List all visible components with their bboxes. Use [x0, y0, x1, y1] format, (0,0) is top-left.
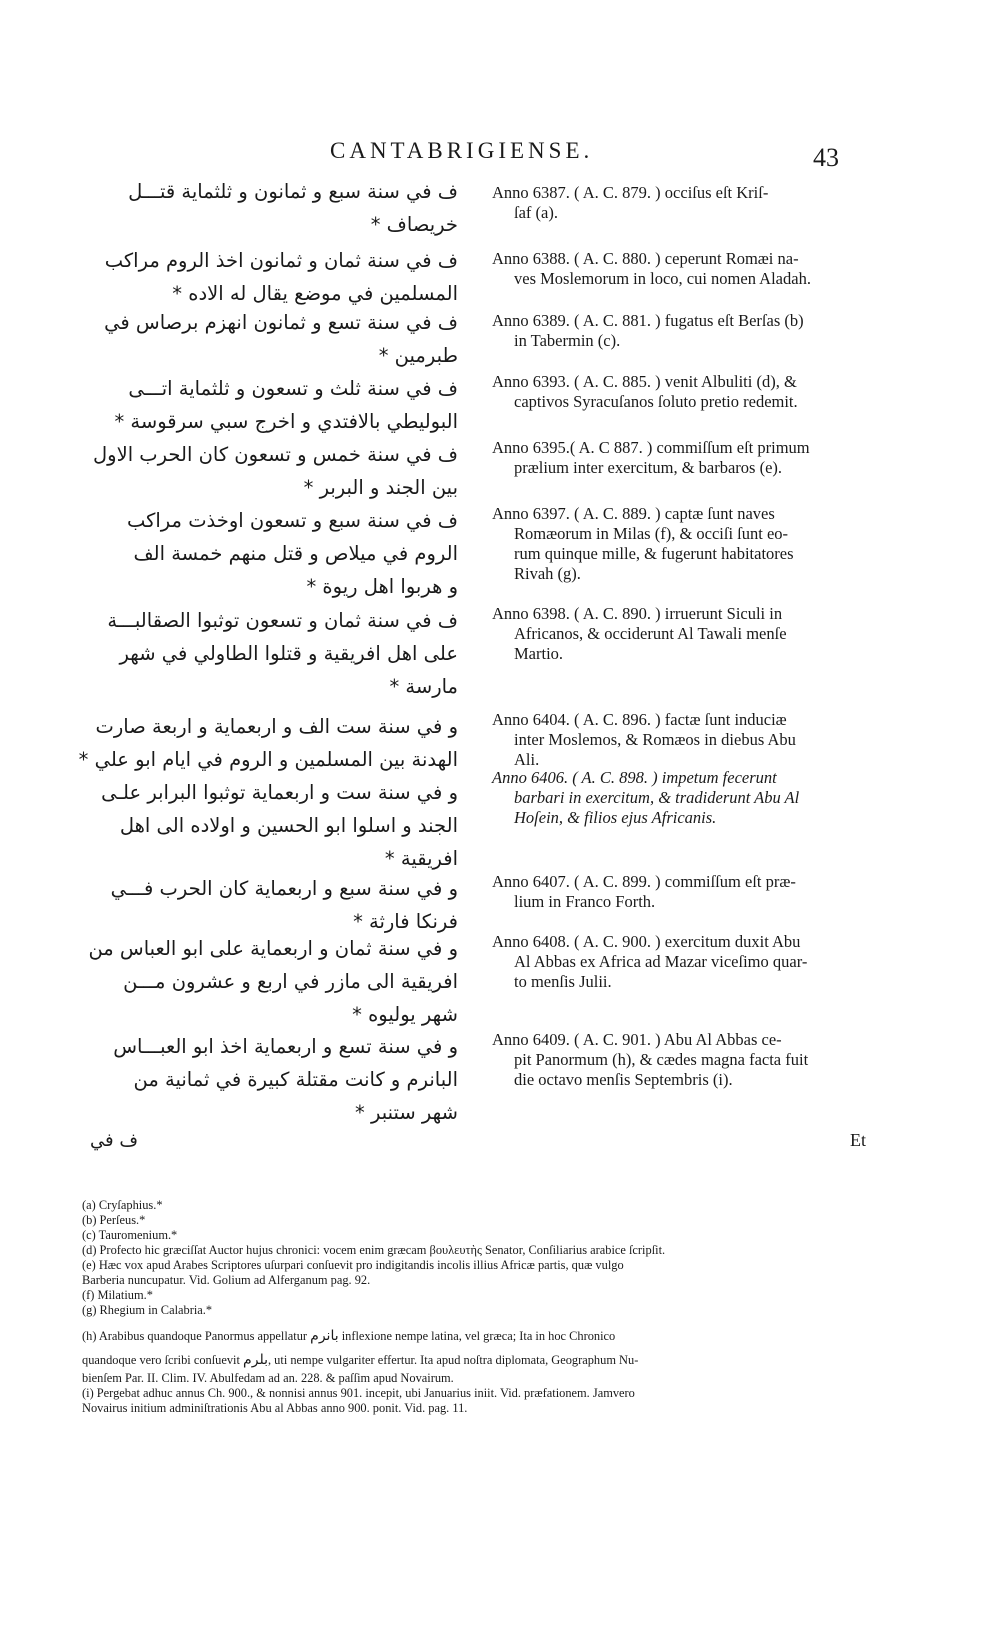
- arabic-text: [58, 438, 458, 504]
- arabic-line: ف في سنة تسع و ثمانون انهزم برصاس في: [104, 311, 458, 334]
- arabic-text: [58, 175, 458, 241]
- arabic-line: الجند و اسلوا ابو الحسين و اولاده الى اهل: [119, 814, 458, 837]
- arabic-line: البانرم و كانت مقتلة كبيرة في ثمانية من: [133, 1068, 458, 1091]
- latin-line: Ali.: [514, 750, 540, 769]
- footnote-g: (g) Rhegium in Calabria.*: [82, 1303, 213, 1317]
- latin-line: Martio.: [514, 644, 564, 663]
- arabic-line: الهدنة بين المسلمين و الروم في ايام ابو علي *: [78, 748, 458, 771]
- arabic-text: [58, 604, 458, 703]
- footnote-h-arabic: بانرم: [310, 1328, 339, 1344]
- latin-line: Romæorum in Milas (f), & occiſi ſunt eo-: [514, 524, 789, 543]
- latin-text: [492, 710, 892, 770]
- arabic-line: ف في سنة خمس و تسعون كان الحرب الاول: [92, 443, 458, 466]
- footnote-h-text: , uti nempe vulgariter effertur. Ita apud noſtra diplomata, Geographum Nu-: [267, 1353, 639, 1367]
- latin-line: Anno 6409. ( A. C. 901. ) Abu Al Abbas ce-: [492, 1030, 782, 1049]
- latin-line: Anno 6389. ( A. C. 881. ) fugatus eſt Berſas (b): [492, 311, 804, 330]
- footnote-h-text: inflexione nempe latina, vel græca; Ita in hoc Chronico: [341, 1329, 616, 1343]
- latin-line: Anno 6388. ( A. C. 880. ) ceperunt Romæi na-: [492, 249, 799, 268]
- latin-line: barbari in exercitum, & tradiderunt Abu Al: [514, 788, 800, 807]
- latin-line: ves Moslemorum in loco, cui nomen Aladah.: [514, 269, 811, 288]
- latin-text: [492, 604, 892, 664]
- arabic-line: افريقية *: [384, 847, 458, 870]
- latin-line: Anno 6395.( A. C 887. ) commiſſum eſt primum: [492, 438, 810, 457]
- running-head: CANTABRIGIENSE.: [330, 138, 594, 163]
- footnote-h-text: quandoque vero ſcribi conſuevit: [82, 1353, 240, 1367]
- arabic-text: [58, 710, 458, 776]
- latin-text: [492, 249, 892, 289]
- arabic-line: ف في سنة سبع و ثمانون و ثلثماية قتـــل: [128, 180, 458, 203]
- arabic-line: الروم في ميلاص و قتل منهم خمسة الف: [133, 542, 458, 565]
- footnote-h-continued: bienſem Par. II. Clim. IV. Abulfedam ad an. 228. & paſſim apud Novairum.: [82, 1371, 454, 1385]
- latin-text: [492, 872, 892, 912]
- footnote-i: (i) Pergebat adhuc annus Ch. 900., & nonnisi annus 901. incepit, ubi Januarius iniit. Vid. præfationem. Jamvero: [82, 1386, 635, 1400]
- latin-line: Anno 6406. ( A. C. 898. ) impetum fecerunt: [492, 768, 777, 787]
- footnote-h: [82, 1325, 882, 1347]
- arabic-text: [58, 776, 458, 875]
- latin-line: Al Abbas ex Africa ad Mazar viceſimo quar-: [514, 952, 808, 971]
- catchword-arabic: ف في: [90, 1130, 138, 1151]
- arabic-text: [58, 372, 458, 438]
- footnote-a: (a) Cryſaphius.*: [82, 1198, 163, 1212]
- footnote-b: (b) Perſeus.*: [82, 1213, 146, 1227]
- latin-line: ſaf (a).: [514, 203, 558, 222]
- latin-line: Rivah (g).: [514, 564, 581, 583]
- arabic-line: فرنكا فارثة *: [353, 910, 458, 933]
- arabic-line: خريصاف *: [370, 213, 458, 236]
- arabic-line: و في سنة سبع و اربعماية كان الحرب فـــي: [110, 877, 458, 900]
- latin-text: [492, 183, 892, 223]
- footnote-f: (f) Milatium.*: [82, 1288, 153, 1302]
- latin-line: to menſis Julii.: [514, 972, 612, 991]
- latin-line: rum quinque mille, & fugerunt habitatores: [514, 544, 794, 563]
- arabic-line: مارسة *: [389, 675, 458, 698]
- latin-line: Anno 6398. ( A. C. 890. ) irruerunt Siculi in: [492, 604, 783, 623]
- arabic-line: و في سنة تسع و اربعماية اخذ ابو العبـــاس: [113, 1035, 458, 1058]
- arabic-line: ف في سنة ثلث و تسعون و ثلثماية اتـــى: [128, 377, 458, 400]
- arabic-line: شهر يوليوه *: [352, 1003, 458, 1026]
- latin-line: Anno 6393. ( A. C. 885. ) venit Albuliti (d), &: [492, 372, 797, 391]
- latin-line: Anno 6397. ( A. C. 889. ) captæ ſunt naves: [492, 504, 775, 523]
- arabic-line: بين الجند و البربر *: [303, 476, 458, 499]
- footnote-e-continued: Barberia nuncupatur. Vid. Golium ad Alferganum pag. 92.: [82, 1273, 371, 1287]
- arabic-text: [58, 872, 458, 938]
- latin-line: lium in Franco Forth.: [514, 892, 656, 911]
- arabic-text: [58, 244, 458, 310]
- arabic-line: شهر ستنبر *: [355, 1101, 458, 1124]
- latin-text: [492, 311, 892, 351]
- latin-line: in Tabermin (c).: [514, 331, 621, 350]
- arabic-line: ف في سنة ثمان و ثمانون اخذ الروم مراكب: [104, 249, 458, 272]
- arabic-line: و في سنة ست الف و اربعماية و اربعة صارت: [95, 715, 458, 738]
- latin-line: Anno 6404. ( A. C. 896. ) factæ ſunt induciæ: [492, 710, 787, 729]
- arabic-text: [58, 1030, 458, 1129]
- latin-line: Anno 6407. ( A. C. 899. ) commiſſum eſt præ-: [492, 872, 796, 891]
- footnotes: [82, 1198, 882, 1416]
- latin-line: inter Moslemos, & Romæos in diebus Abu: [514, 730, 796, 749]
- arabic-line: ف في سنة ثمان و تسعون توثبوا الصقالبـــة: [107, 609, 458, 632]
- arabic-line: و في سنة ثمان و اربعماية على ابو العباس من: [88, 937, 458, 960]
- arabic-line: البوليطي بالافتدي و اخرج سبي سرقوسة *: [114, 410, 458, 433]
- page-number: 43: [813, 143, 839, 172]
- footnote-e: (e) Hæc vox apud Arabes Scriptores uſurpari conſuevit pro indigitandis incolis illius Africæ partis, quæ vulgo: [82, 1258, 624, 1272]
- arabic-line: المسلمين في موضع يقال له الاده *: [172, 282, 458, 305]
- arabic-line: ف في سنة سبع و تسعون اوخذت مراكب: [126, 509, 458, 532]
- latin-line: Anno 6408. ( A. C. 900. ) exercitum duxit Abu: [492, 932, 801, 951]
- arabic-text: [58, 504, 458, 603]
- latin-text: [492, 932, 892, 992]
- catchword-latin: Et: [850, 1130, 866, 1150]
- latin-text: [492, 768, 892, 828]
- arabic-line: افريقية الى مازر في اربع و عشرون مـــن: [123, 970, 458, 993]
- latin-line: Africanos, & occiderunt Al Tawali menſe: [514, 624, 787, 643]
- footnote-d: (d) Profecto hic græciſſat Auctor hujus chronici: vocem enim græcam βουλευτὴς Senator, Conſiliarius arabice ſcripſit.: [82, 1243, 666, 1257]
- latin-line: pit Panormum (h), & cædes magna facta fuit: [514, 1050, 809, 1069]
- latin-line: prælium inter exercitum, & barbaros (e).: [514, 458, 783, 477]
- footnote-h-arabic: بلرم: [243, 1352, 268, 1368]
- latin-line: Hoſein, & filios ejus Africanis.: [514, 808, 717, 827]
- latin-text: [492, 438, 892, 478]
- arabic-text: [58, 932, 458, 1031]
- arabic-line: و في سنة ست و اربعماية توثبوا البرابر علـى: [101, 781, 458, 804]
- footnote-h-continued: [82, 1349, 882, 1371]
- arabic-text: [58, 306, 458, 372]
- latin-text: [492, 1030, 892, 1090]
- arabic-line: على اهل افريقية و قتلوا الطاولي في شهر: [119, 642, 458, 665]
- footnote-c: (c) Tauromenium.*: [82, 1228, 178, 1242]
- arabic-line: طبرمين *: [378, 344, 458, 367]
- latin-text: [492, 372, 892, 412]
- latin-text: [492, 504, 892, 584]
- latin-line: die octavo menſis Septembris (i).: [514, 1070, 733, 1089]
- latin-line: Anno 6387. ( A. C. 879. ) occiſus eſt Kriſ-: [492, 183, 769, 202]
- footnote-i-continued: Novairus initium adminiſtrationis Abu al Abbas anno 900. ponit. Vid. pag. 11.: [82, 1401, 468, 1415]
- latin-line: captivos Syracuſanos ſoluto pretio redemit.: [514, 392, 798, 411]
- arabic-line: و هربوا اهل ريوة *: [306, 575, 458, 598]
- footnote-h-text: (h) Arabibus quandoque Panormus appellatur: [82, 1329, 308, 1343]
